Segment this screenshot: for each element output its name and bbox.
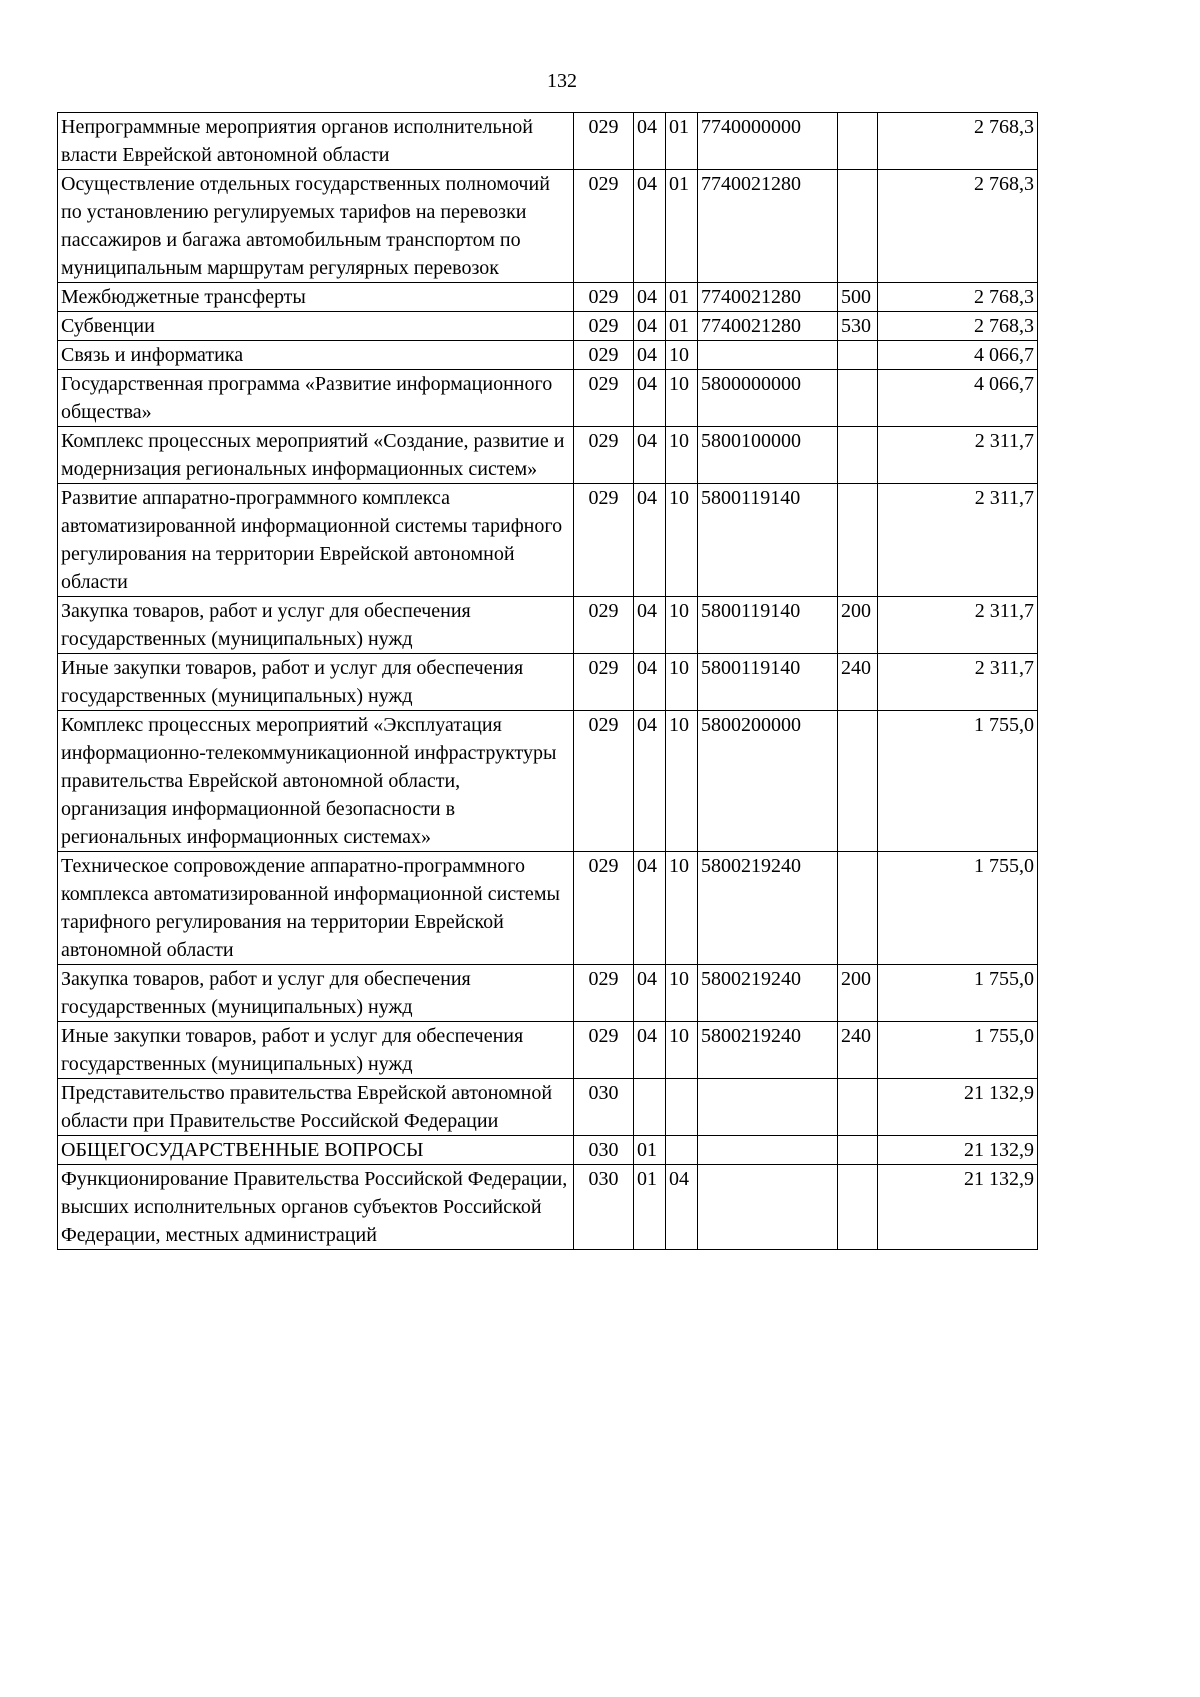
cell-rz: 04 [634,597,666,654]
cell-ved: 029 [574,113,634,170]
table-row [58,484,1038,597]
cell-pr: 01 [666,170,698,283]
cell-sum: 2 311,7 [878,484,1038,597]
cell-pr: 01 [666,312,698,341]
table-row [58,283,1038,312]
table-row [58,1136,1038,1165]
cell-rz: 04 [634,965,666,1022]
cell-vr: 200 [838,597,878,654]
cell-vr [838,484,878,597]
cell-pr: 10 [666,484,698,597]
cell-pr: 10 [666,597,698,654]
cell-csr: 5800119140 [698,597,838,654]
row-name: Иные закупки товаров, работ и услуг для обеспечения государственных (муниципальных) нужд [58,1022,574,1079]
cell-csr: 7740021280 [698,283,838,312]
cell-sum: 4 066,7 [878,370,1038,427]
cell-csr: 5800119140 [698,484,838,597]
cell-csr [698,1136,838,1165]
table-row [58,1165,1038,1250]
cell-rz: 04 [634,654,666,711]
cell-csr: 5800219240 [698,852,838,965]
cell-rz: 04 [634,1022,666,1079]
cell-vr [838,170,878,283]
cell-sum: 2 311,7 [878,427,1038,484]
cell-rz: 04 [634,170,666,283]
cell-rz: 04 [634,283,666,312]
row-name: Развитие аппаратно-программного комплекса автоматизированной информационной системы тарифного регулирования на территории Еврейской автономной области [58,484,574,597]
cell-rz [634,1079,666,1136]
cell-vr [838,711,878,852]
cell-ved: 030 [574,1165,634,1250]
cell-pr: 10 [666,965,698,1022]
cell-pr: 10 [666,370,698,427]
cell-rz: 01 [634,1136,666,1165]
cell-csr: 7740000000 [698,113,838,170]
cell-ved: 029 [574,654,634,711]
row-name: Закупка товаров, работ и услуг для обеспечения государственных (муниципальных) нужд [58,597,574,654]
cell-sum: 21 132,9 [878,1079,1038,1136]
row-name: Государственная программа «Развитие информационного общества» [58,370,574,427]
cell-ved: 030 [574,1136,634,1165]
cell-vr [838,1079,878,1136]
cell-csr: 7740021280 [698,312,838,341]
cell-vr: 240 [838,654,878,711]
table-row [58,427,1038,484]
row-name: Техническое сопровождение аппаратно-программного комплекса автоматизированной информационной системы тарифного регулирования на территории Еврейской автономной области [58,852,574,965]
cell-vr: 200 [838,965,878,1022]
cell-rz: 04 [634,341,666,370]
cell-rz: 04 [634,484,666,597]
row-name: Иные закупки товаров, работ и услуг для обеспечения государственных (муниципальных) нужд [58,654,574,711]
table-row [58,113,1038,170]
cell-ved: 029 [574,312,634,341]
cell-vr: 240 [838,1022,878,1079]
cell-pr [666,1079,698,1136]
cell-vr: 500 [838,283,878,312]
cell-pr: 10 [666,341,698,370]
table-row [58,597,1038,654]
row-name: Непрограммные мероприятия органов исполнительной власти Еврейской автономной области [58,113,574,170]
table-row [58,312,1038,341]
row-name: Осуществление отдельных государственных полномочий по установлению регулируемых тарифов на перевозки пассажиров и багажа автомобильным транспортом по муниципальным маршрутам регулярных перевозок [58,170,574,283]
cell-sum: 2 768,3 [878,283,1038,312]
cell-vr [838,341,878,370]
cell-ved: 029 [574,597,634,654]
cell-csr [698,1165,838,1250]
cell-sum: 1 755,0 [878,965,1038,1022]
table-row [58,1022,1038,1079]
cell-rz: 04 [634,427,666,484]
cell-csr: 5800100000 [698,427,838,484]
table-row [58,965,1038,1022]
cell-csr: 5800200000 [698,711,838,852]
cell-rz: 04 [634,312,666,341]
cell-sum: 1 755,0 [878,852,1038,965]
cell-sum: 21 132,9 [878,1136,1038,1165]
row-name: Связь и информатика [58,341,574,370]
cell-csr: 7740021280 [698,170,838,283]
cell-vr [838,370,878,427]
cell-csr [698,341,838,370]
table-row [58,852,1038,965]
table-row [58,370,1038,427]
cell-sum: 2 768,3 [878,170,1038,283]
cell-vr [838,1165,878,1250]
table-body [58,113,1038,1250]
cell-ved: 029 [574,283,634,312]
cell-pr: 01 [666,113,698,170]
table-row [58,1079,1038,1136]
cell-sum: 4 066,7 [878,341,1038,370]
cell-ved: 029 [574,1022,634,1079]
budget-table [57,112,1038,1250]
row-name: Функционирование Правительства Российской Федерации, высших исполнительных органов субъектов Российской Федерации, местных администраций [58,1165,574,1250]
cell-csr: 5800219240 [698,1022,838,1079]
cell-ved: 029 [574,427,634,484]
row-name: Комплекс процессных мероприятий «Эксплуатация информационно-телекоммуникационной инфраструктуры правительства Еврейской автономной области, организация информационной безопасности в региональных информационных системах» [58,711,574,852]
cell-pr: 04 [666,1165,698,1250]
cell-pr: 01 [666,283,698,312]
cell-vr [838,1136,878,1165]
row-name: Межбюджетные трансферты [58,283,574,312]
row-name: ОБЩЕГОСУДАРСТВЕННЫЕ ВОПРОСЫ [58,1136,574,1165]
cell-rz: 01 [634,1165,666,1250]
cell-sum: 1 755,0 [878,711,1038,852]
cell-ved: 029 [574,965,634,1022]
cell-csr [698,1079,838,1136]
cell-sum: 21 132,9 [878,1165,1038,1250]
row-name: Закупка товаров, работ и услуг для обеспечения государственных (муниципальных) нужд [58,965,574,1022]
cell-sum: 2 311,7 [878,597,1038,654]
cell-ved: 029 [574,341,634,370]
cell-sum: 1 755,0 [878,1022,1038,1079]
cell-rz: 04 [634,711,666,852]
cell-pr [666,1136,698,1165]
cell-vr: 530 [838,312,878,341]
cell-vr [838,113,878,170]
cell-ved: 029 [574,170,634,283]
cell-ved: 029 [574,370,634,427]
cell-csr: 5800119140 [698,654,838,711]
table-row [58,711,1038,852]
cell-ved: 029 [574,484,634,597]
cell-csr: 5800219240 [698,965,838,1022]
cell-pr: 10 [666,654,698,711]
page-number: 132 [547,70,577,92]
row-name: Представительство правительства Еврейской автономной области при Правительстве Российской Федерации [58,1079,574,1136]
cell-ved: 029 [574,711,634,852]
cell-ved: 029 [574,852,634,965]
cell-ved: 030 [574,1079,634,1136]
table-row [58,341,1038,370]
cell-rz: 04 [634,852,666,965]
cell-vr [838,427,878,484]
cell-rz: 04 [634,113,666,170]
cell-sum: 2 311,7 [878,654,1038,711]
cell-pr: 10 [666,711,698,852]
table-row [58,654,1038,711]
cell-pr: 10 [666,852,698,965]
cell-vr [838,852,878,965]
row-name: Субвенции [58,312,574,341]
cell-sum: 2 768,3 [878,113,1038,170]
cell-sum: 2 768,3 [878,312,1038,341]
cell-pr: 10 [666,1022,698,1079]
cell-rz: 04 [634,370,666,427]
cell-pr: 10 [666,427,698,484]
row-name: Комплекс процессных мероприятий «Создание, развитие и модернизация региональных информационных систем» [58,427,574,484]
table-row [58,170,1038,283]
cell-csr: 5800000000 [698,370,838,427]
